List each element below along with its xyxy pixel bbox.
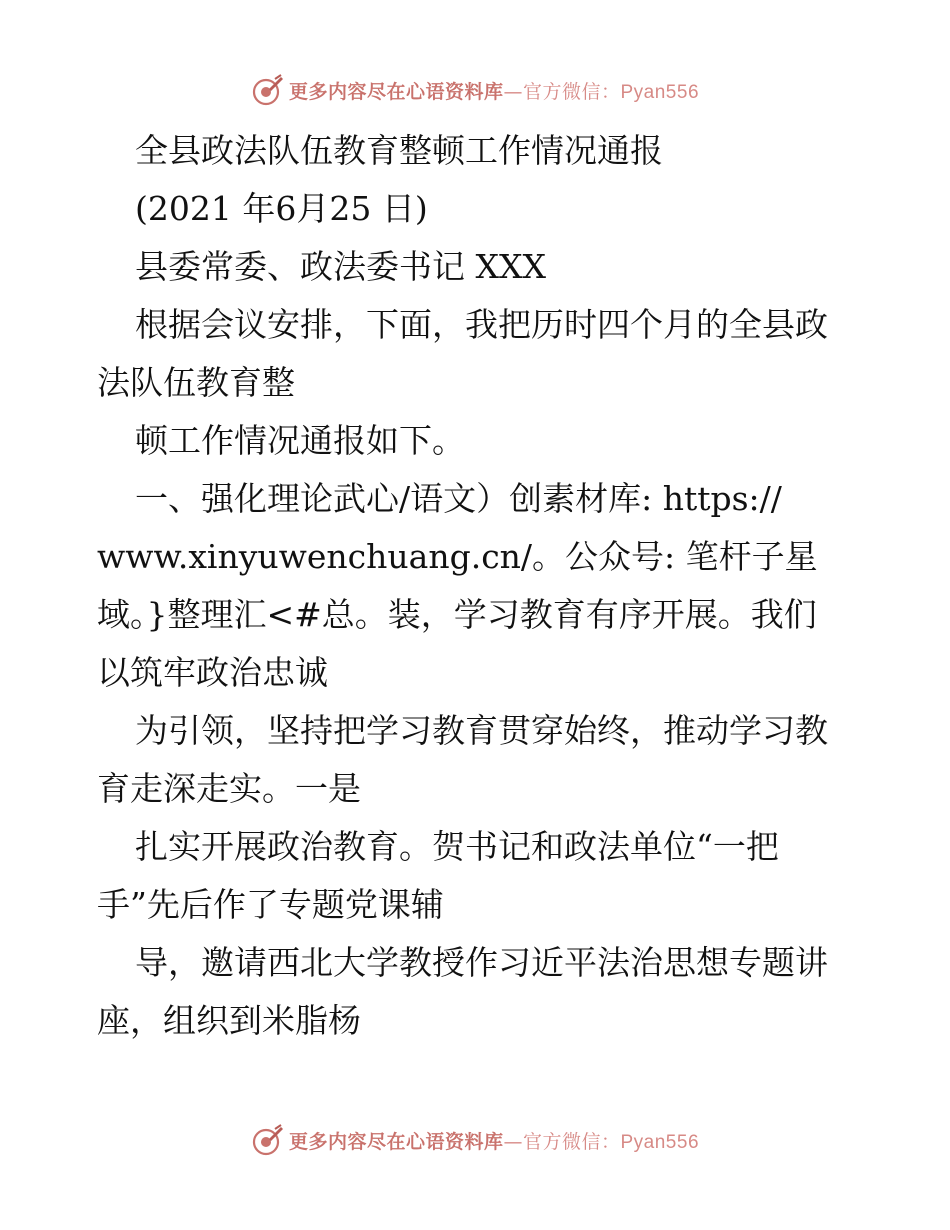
pen-logo-icon xyxy=(251,1123,285,1157)
watermark-dash: — xyxy=(503,80,523,103)
text-line: 一、强化理论武心/语文）创素材库: https:// xyxy=(135,479,782,518)
text-line: 法队伍教育整 xyxy=(97,363,295,402)
text-line: 座，组织到米脂杨 xyxy=(97,1001,361,1040)
watermark-wechat-id: Pyan556 xyxy=(620,81,700,103)
text-line: 导，邀请西北大学教授作习近平法治思想专题讲 xyxy=(135,943,828,982)
watermark-wechat-id: Pyan556 xyxy=(620,1131,700,1153)
text-line: 育走深走实。一是 xyxy=(97,769,361,808)
watermark-dash: — xyxy=(503,1130,523,1153)
text-line: 为引领，坚持把学习教育贯穿始终，推动学习教 xyxy=(135,711,828,750)
document-title: 全县政法队伍教育整顿工作情况通报 xyxy=(135,131,663,170)
watermark-text xyxy=(289,77,699,104)
text-line: 以筑牢政治忠诚 xyxy=(97,653,328,692)
document-body xyxy=(97,122,857,1050)
text-line: www.xinyuwenchuang.cn/。公众号: 笔杆子星 xyxy=(97,537,818,576)
text-line: 扎实开展政治教育。贺书记和政法单位“一把 xyxy=(135,827,779,866)
watermark-brand: 更多内容尽在心语资料库 xyxy=(288,80,504,103)
watermark-wechat-label: 官方微信： xyxy=(522,1130,621,1153)
pen-logo-icon xyxy=(251,73,285,107)
text-line: 顿工作情况通报如下。 xyxy=(135,421,465,460)
header-watermark-banner xyxy=(0,70,950,110)
text-line: 根据会议安排，下面，我把历时四个月的全县政 xyxy=(135,305,828,344)
watermark-wechat-label: 官方微信： xyxy=(522,80,621,103)
text-line: (2021 年6月25 日) xyxy=(135,189,428,228)
text-line: 手”先后作了专题党课辅 xyxy=(97,885,444,924)
footer-watermark-banner xyxy=(0,1120,950,1160)
watermark-brand: 更多内容尽在心语资料库 xyxy=(288,1130,504,1153)
text-line: 县委常委、政法委书记 XXX xyxy=(135,247,546,286)
watermark-text xyxy=(289,1127,699,1154)
text-line: 域。}整理汇<#总。装，学习教育有序开展。我们 xyxy=(97,595,817,634)
